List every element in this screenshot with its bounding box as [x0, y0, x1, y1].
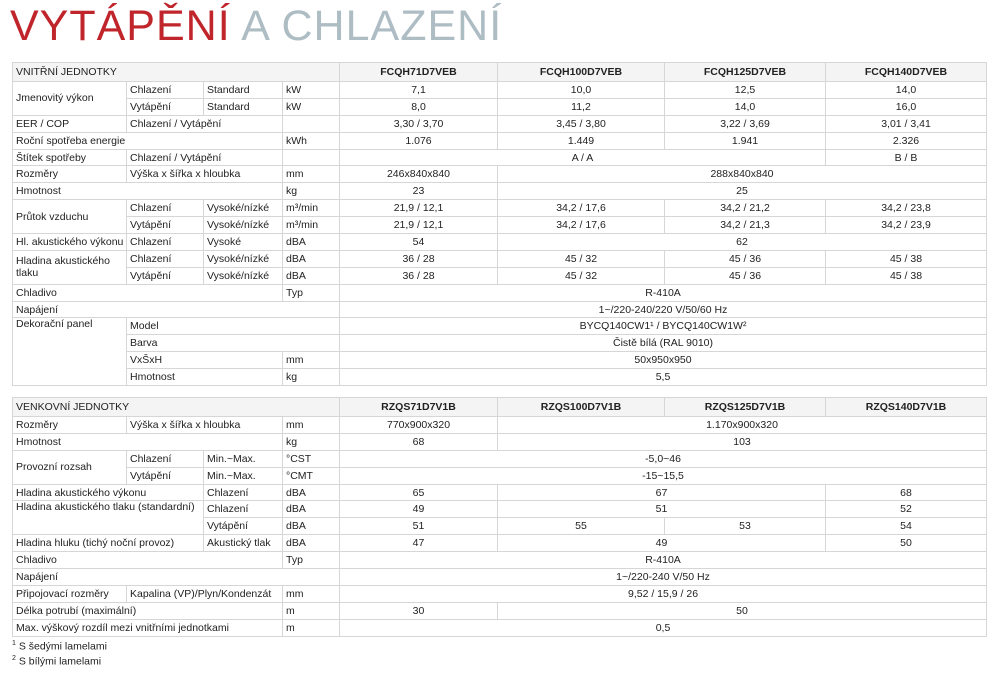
- unit-label: dBA: [283, 250, 340, 267]
- table-row: [13, 552, 987, 569]
- value-cell: 36 / 28: [340, 250, 498, 267]
- row-label: Rozměry: [13, 166, 127, 183]
- row-label: Délka potrubí (maximální): [13, 602, 283, 619]
- indoor-model: FCQH71D7VEB: [340, 63, 498, 82]
- mode-label: Vytápění: [127, 217, 204, 234]
- table-row: [13, 484, 987, 501]
- value-cell: A / A: [340, 149, 826, 166]
- value-cell: 21,9 / 12,1: [340, 200, 498, 217]
- value-cell: 16,0: [826, 98, 987, 115]
- value-cell: 49: [498, 535, 826, 552]
- outdoor-spec-table: [12, 397, 987, 637]
- value-cell: 2.326: [826, 132, 987, 149]
- row-label: Provozní rozsah: [13, 450, 127, 484]
- value-cell: 45 / 38: [826, 267, 987, 284]
- table-row: [13, 352, 987, 369]
- table-row: [13, 619, 987, 636]
- unit-label: mm: [283, 166, 340, 183]
- mode-label: Chlazení: [204, 501, 283, 518]
- value-cell: 1.170x900x320: [498, 417, 987, 434]
- value-cell: 34,2 / 23,8: [826, 200, 987, 217]
- row-label: Hladina akustického tlaku: [13, 250, 127, 284]
- footnote-mark: 2: [12, 655, 16, 662]
- value-cell: 21,9 / 12,1: [340, 217, 498, 234]
- value-cell: 12,5: [665, 82, 826, 99]
- value-cell: 3,22 / 3,69: [665, 115, 826, 132]
- unit-label: kWh: [283, 132, 340, 149]
- value-cell: 34,2 / 23,9: [826, 217, 987, 234]
- outdoor-header-row: [13, 398, 987, 417]
- value-cell: 246x840x840: [340, 166, 498, 183]
- value-cell: 45 / 36: [665, 267, 826, 284]
- value-cell: 55: [498, 518, 665, 535]
- mode-label: Chlazení / Vytápění: [127, 149, 283, 166]
- unit-label: m³/min: [283, 200, 340, 217]
- value-cell: 3,30 / 3,70: [340, 115, 498, 132]
- table-row: [13, 98, 987, 115]
- sub-label: Standard: [204, 98, 283, 115]
- sub-label: Model: [127, 318, 340, 335]
- value-cell: 1.449: [498, 132, 665, 149]
- value-cell: 8,0: [340, 98, 498, 115]
- mode-label: Vytápění: [204, 518, 283, 535]
- value-cell: 65: [340, 484, 498, 501]
- row-label: Hladina hluku (tichý noční provoz): [13, 535, 204, 552]
- value-cell: 50: [498, 602, 987, 619]
- outdoor-model: RZQS100D7V1B: [498, 398, 665, 417]
- value-cell: 50: [826, 535, 987, 552]
- mode-label: Chlazení: [127, 82, 204, 99]
- value-cell: 54: [340, 234, 498, 251]
- table-row: [13, 450, 987, 467]
- table-row: [13, 301, 987, 318]
- sub-label: Vysoké/nízké: [204, 200, 283, 217]
- value-cell: 67: [498, 484, 826, 501]
- value-cell: 1.076: [340, 132, 498, 149]
- sub-label: VxŠxH: [127, 352, 283, 369]
- unit-label: kg: [283, 433, 340, 450]
- title-secondary: A CHLAZENÍ: [241, 2, 503, 50]
- sub-label: Vysoké/nízké: [204, 250, 283, 267]
- row-label: Max. výškový rozdíl mezi vnitřními jednotkami: [13, 619, 283, 636]
- indoor-spec-table: [12, 62, 987, 386]
- unit-label: dBA: [283, 518, 340, 535]
- value-cell: 25: [498, 183, 987, 200]
- footnote: [12, 640, 107, 653]
- value-cell: 45 / 32: [498, 267, 665, 284]
- value-cell: 34,2 / 17,6: [498, 217, 665, 234]
- value-cell: 62: [498, 234, 987, 251]
- indoor-heading: VNITŘNÍ JEDNOTKY: [13, 63, 340, 82]
- unit-label: °CST: [283, 450, 340, 467]
- table-row: [13, 602, 987, 619]
- value-cell: 51: [498, 501, 826, 518]
- sub-label: Min.~Max.: [204, 467, 283, 484]
- value-cell: 36 / 28: [340, 267, 498, 284]
- value-cell: 45 / 32: [498, 250, 665, 267]
- footnote-text: S šedými lamelami: [15, 640, 107, 653]
- unit-label: dBA: [283, 535, 340, 552]
- value-cell: 53: [665, 518, 826, 535]
- unit-label: mm: [283, 585, 340, 602]
- value-cell: 7,1: [340, 82, 498, 99]
- value-cell: 45 / 36: [665, 250, 826, 267]
- unit-label: m: [283, 619, 340, 636]
- unit-label: °CMT: [283, 467, 340, 484]
- row-label: Jmenovitý výkon: [13, 82, 127, 116]
- row-label: Roční spotřeba energie: [13, 132, 283, 149]
- table-row: [13, 535, 987, 552]
- mode-label: Chlazení / Vytápění: [127, 115, 283, 132]
- indoor-header-row: [13, 63, 987, 82]
- table-row: [13, 569, 987, 586]
- value-cell: 3,01 / 3,41: [826, 115, 987, 132]
- value-cell: 51: [340, 518, 498, 535]
- value-cell: 1.941: [665, 132, 826, 149]
- unit-label: m: [283, 602, 340, 619]
- mode-label: Vytápění: [127, 467, 204, 484]
- row-label: Hmotnost: [13, 433, 283, 450]
- value-cell: 54: [826, 518, 987, 535]
- sub-label: Kapalina (VP)/Plyn/Kondenzát: [127, 585, 283, 602]
- table-row: [13, 82, 987, 99]
- value-cell: 49: [340, 501, 498, 518]
- mode-label: Chlazení: [127, 200, 204, 217]
- outdoor-model: RZQS125D7V1B: [665, 398, 826, 417]
- indoor-model: FCQH140D7VEB: [826, 63, 987, 82]
- row-label: Napájení: [13, 301, 340, 318]
- value-cell: 47: [340, 535, 498, 552]
- sub-label: Vysoké/nízké: [204, 217, 283, 234]
- unit-label: dBA: [283, 267, 340, 284]
- mode-label: Vytápění: [127, 98, 204, 115]
- table-row: [13, 183, 987, 200]
- footnote-text: S bílými lamelami: [15, 655, 102, 668]
- sub-label: Výška x šířka x hloubka: [127, 417, 283, 434]
- value-cell: 1~/220-240/220 V/50/60 Hz: [340, 301, 987, 318]
- value-cell: 14,0: [665, 98, 826, 115]
- value-cell: 50x950x950: [340, 352, 987, 369]
- mode-label: Chlazení: [127, 234, 204, 251]
- unit-label: dBA: [283, 484, 340, 501]
- table-row: [13, 267, 987, 284]
- sub-label: Výška x šířka x hloubka: [127, 166, 283, 183]
- mode-label: Vytápění: [127, 267, 204, 284]
- footnote: [12, 655, 101, 668]
- value-cell: 10,0: [498, 82, 665, 99]
- table-row: [13, 369, 987, 386]
- table-row: [13, 585, 987, 602]
- row-label: Dekorační panel: [13, 318, 127, 386]
- table-row: [13, 501, 987, 518]
- indoor-model: FCQH100D7VEB: [498, 63, 665, 82]
- outdoor-model: RZQS140D7V1B: [826, 398, 987, 417]
- value-cell: 9,52 / 15,9 / 26: [340, 585, 987, 602]
- value-cell: R-410A: [340, 284, 987, 301]
- value-cell: 34,2 / 21,3: [665, 217, 826, 234]
- unit-label: mm: [283, 417, 340, 434]
- unit-label: mm: [283, 352, 340, 369]
- mode-label: Chlazení: [127, 250, 204, 267]
- table-row: [13, 149, 987, 166]
- value-cell: 0,5: [340, 619, 987, 636]
- outdoor-model: RZQS71D7V1B: [340, 398, 498, 417]
- row-label: Hladina akustického tlaku (standardní): [13, 501, 204, 535]
- value-cell: 68: [826, 484, 987, 501]
- value-cell: 11,2: [498, 98, 665, 115]
- value-cell: 45 / 38: [826, 250, 987, 267]
- value-cell: 52: [826, 501, 987, 518]
- table-row: [13, 250, 987, 267]
- table-row: [13, 417, 987, 434]
- table-row: [13, 132, 987, 149]
- sub-label: Vysoké/nízké: [204, 267, 283, 284]
- unit-label: kW: [283, 82, 340, 99]
- unit-label: dBA: [283, 234, 340, 251]
- value-cell: R-410A: [340, 552, 987, 569]
- row-label: Chladivo: [13, 552, 283, 569]
- value-cell: 3,45 / 3,80: [498, 115, 665, 132]
- unit-label: dBA: [283, 501, 340, 518]
- value-cell: 23: [340, 183, 498, 200]
- value-cell: 34,2 / 17,6: [498, 200, 665, 217]
- row-label: Průtok vzduchu: [13, 200, 127, 234]
- row-label: Hmotnost: [13, 183, 283, 200]
- table-row: [13, 467, 987, 484]
- table-row: [13, 200, 987, 217]
- row-label: Štítek spotřeby: [13, 149, 127, 166]
- sub-label: Standard: [204, 82, 283, 99]
- value-cell: 103: [498, 433, 987, 450]
- footnote-mark: 1: [12, 640, 16, 647]
- value-cell: 30: [340, 602, 498, 619]
- table-row: [13, 234, 987, 251]
- unit-label: kg: [283, 183, 340, 200]
- row-label: Hladina akustického výkonu: [13, 484, 204, 501]
- value-cell: 770x900x320: [340, 417, 498, 434]
- sub-label: Akustický tlak: [204, 535, 283, 552]
- value-cell: 68: [340, 433, 498, 450]
- value-cell: -15~15,5: [340, 467, 987, 484]
- unit-label: m³/min: [283, 217, 340, 234]
- value-cell: 14,0: [826, 82, 987, 99]
- unit-label: [283, 115, 340, 132]
- row-label: Rozměry: [13, 417, 127, 434]
- sub-label: Min.~Max.: [204, 450, 283, 467]
- mode-label: Chlazení: [127, 450, 204, 467]
- table-row: [13, 318, 987, 335]
- table-row: [13, 115, 987, 132]
- table-row: [13, 166, 987, 183]
- mode-label: Chlazení: [204, 484, 283, 501]
- row-label: Připojovací rozměry: [13, 585, 127, 602]
- value-cell: 288x840x840: [498, 166, 987, 183]
- title-main: VYTÁPĚNÍ: [10, 2, 231, 50]
- value-cell: B / B: [826, 149, 987, 166]
- row-label: Chladivo: [13, 284, 283, 301]
- value-cell: 5,5: [340, 369, 987, 386]
- table-row: [13, 335, 987, 352]
- unit-label: kW: [283, 98, 340, 115]
- outdoor-heading: VENKOVNÍ JEDNOTKY: [13, 398, 340, 417]
- table-row: [13, 217, 987, 234]
- row-label: Napájení: [13, 569, 340, 586]
- value-cell: 1~/220-240 V/50 Hz: [340, 569, 987, 586]
- indoor-model: FCQH125D7VEB: [665, 63, 826, 82]
- table-row: [13, 284, 987, 301]
- row-label: EER / COP: [13, 115, 127, 132]
- unit-label: Typ: [283, 284, 340, 301]
- value-cell: -5,0~46: [340, 450, 987, 467]
- row-label: Hl. akustického výkonu: [13, 234, 127, 251]
- value-cell: 34,2 / 21,2: [665, 200, 826, 217]
- sub-label: Barva: [127, 335, 340, 352]
- value-cell: Čistě bílá (RAL 9010): [340, 335, 987, 352]
- sub-label: Hmotnost: [127, 369, 283, 386]
- unit-label: [283, 149, 340, 166]
- unit-label: kg: [283, 369, 340, 386]
- unit-label: Typ: [283, 552, 340, 569]
- sub-label: Vysoké: [204, 234, 283, 251]
- value-cell: BYCQ140CW1¹ / BYCQ140CW1W²: [340, 318, 987, 335]
- table-row: [13, 433, 987, 450]
- page-title: [10, 2, 502, 51]
